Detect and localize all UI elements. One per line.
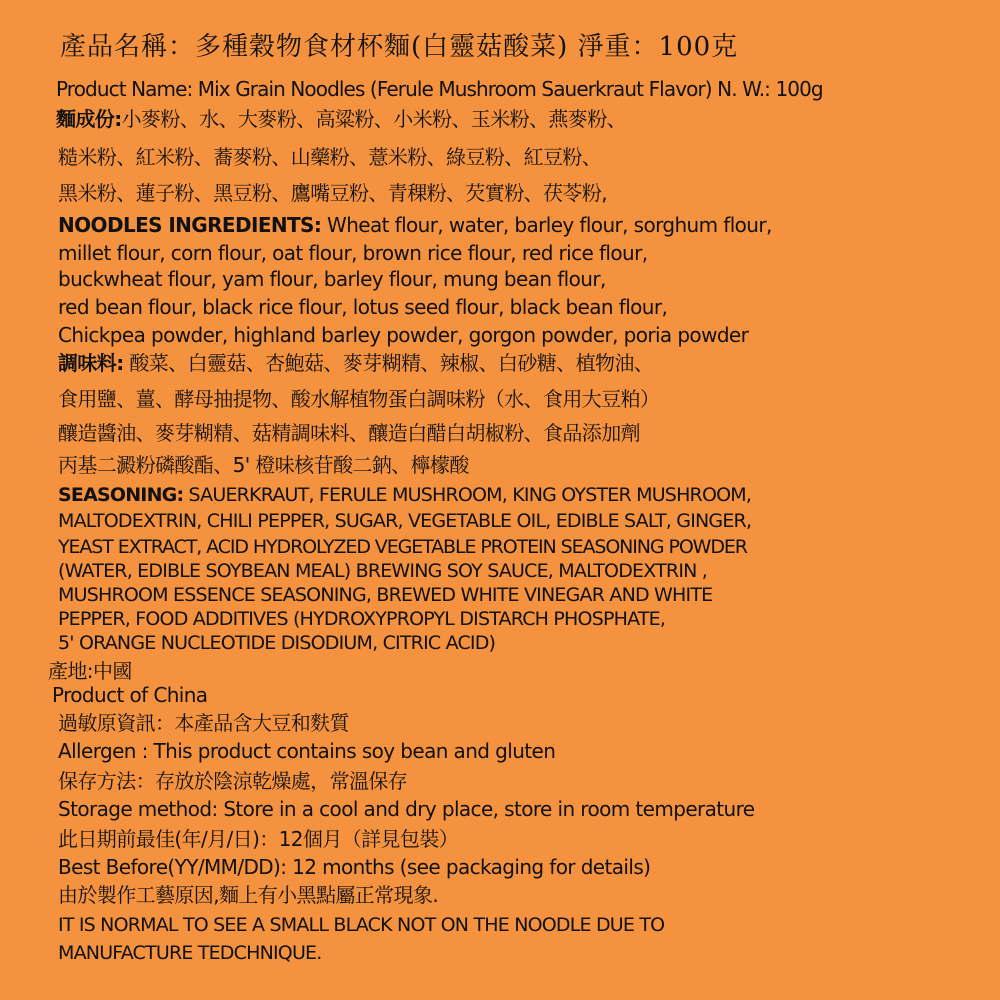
product-title-cn: 產品名稱：多種穀物食材杯麵(白靈菇酸菜) 淨重：100克 [60, 32, 739, 62]
note-en-line-2: MANUFACTURE TEDCHNIQUE. [58, 942, 322, 964]
noodle-ingredients-cn-line-2: 糙米粉、紅米粉、蕎麥粉、山藥粉、薏米粉、綠豆粉、紅豆粉、 [58, 145, 602, 169]
seasoning-cn-heading: 調味料: [58, 351, 124, 375]
noodle-ingredients-en-line-4: red bean flour, black rice flour, lotus seed flour, black bean flour, [58, 295, 668, 319]
allergen-en: Allergen : This product contains soy bean and gluten [58, 739, 556, 763]
seasoning-en-line-7: 5' ORANGE NUCLEOTIDE DISODIUM, CITRIC ACID) [58, 632, 496, 654]
product-title-en: Product Name: Mix Grain Noodles (Ferule Mushroom Sauerkraut Flavor) N. W.: 100g [56, 77, 823, 101]
note-cn: 由於製作工藝原因,麵上有小黑點屬正常現象. [58, 883, 439, 907]
seasoning-en-line-3: YEAST EXTRACT, ACID HYDROLYZED VEGETABLE PROTEIN SEASONING POWDER [58, 536, 747, 558]
best-before-cn: 此日期前最佳(年/月/日)：12個月（詳見包裝） [58, 827, 459, 851]
noodle-ingredients-cn-heading: 麵成份: [56, 107, 122, 131]
noodle-ingredients-cn-line-3: 黑米粉、蓮子粉、黑豆粉、鷹嘴豆粉、青稞粉、芡實粉、茯苓粉, [58, 181, 607, 205]
seasoning-en-line-1: SEASONING: SAUERKRAUT, FERULE MUSHROOM, KING OYSTER MUSHROOM, [58, 484, 752, 506]
origin-cn: 產地:中國 [48, 659, 132, 683]
noodle-ingredients-cn-line-1: 麵成份:小麥粉、水、大麥粉、高粱粉、小米粉、玉米粉、燕麥粉、 [56, 107, 627, 131]
seasoning-en-line-5: MUSHROOM ESSENCE SEASONING, BREWED WHITE VINEGAR AND WHITE [58, 584, 713, 606]
note-en-line-1: IT IS NORMAL TO SEE A SMALL BLACK NOT ON THE NOODLE DUE TO [58, 914, 665, 936]
seasoning-en-heading: SEASONING: [58, 484, 184, 506]
storage-cn: 保存方法：存放於陰涼乾燥處，常溫保存 [58, 769, 408, 793]
noodle-ingredients-en-line-2: millet flour, corn flour, oat flour, brown rice flour, red rice flour, [58, 241, 648, 265]
origin-en: Product of China [52, 683, 208, 707]
seasoning-en-line-2: MALTODEXTRIN, CHILI PEPPER, SUGAR, VEGETABLE OIL, EDIBLE SALT, GINGER, [58, 510, 752, 532]
seasoning-cn-line-4: 丙基二澱粉磷酸酯、5' 橙味核苷酸二鈉、檸檬酸 [58, 453, 469, 477]
allergen-cn: 過敏原資訊：本產品含大豆和麩質 [58, 711, 349, 735]
best-before-en: Best Before(YY/MM/DD): 12 months (see packaging for details) [58, 855, 651, 879]
noodle-ingredients-en-heading: NOODLES INGREDIENTS: [58, 213, 322, 237]
seasoning-en-line-6: PEPPER, FOOD ADDITIVES (HYDROXYPROPYL DISTARCH PHOSPHATE, [58, 608, 666, 630]
seasoning-cn-line-3: 釀造醬油、麥芽糊精、菇精調味料、釀造白醋白胡椒粉、食品添加劑 [58, 421, 640, 445]
seasoning-en-line-4: (WATER, EDIBLE SOYBEAN MEAL) BREWING SOY SAUCE, MALTODEXTRIN , [58, 560, 708, 582]
seasoning-cn-line-2: 食用鹽、薑、酵母抽提物、酸水解植物蛋白調味粉（水、食用大豆粕） [58, 387, 660, 411]
seasoning-cn-line-1: 調味料: 酸菜、白靈菇、杏鮑菇、麥芽糊精、辣椒、白砂糖、植物油、 [58, 351, 654, 375]
noodle-ingredients-en-line-5: Chickpea powder, highland barley powder, gorgon powder, poria powder [58, 323, 749, 347]
noodle-ingredients-en-line-3: buckwheat flour, yam flour, barley flour, mung bean flour, [58, 267, 606, 291]
storage-en: Storage method: Store in a cool and dry place, store in room temperature [58, 797, 755, 821]
noodle-ingredients-en-line-1: NOODLES INGREDIENTS: Wheat flour, water, barley flour, sorghum flour, [58, 213, 772, 237]
